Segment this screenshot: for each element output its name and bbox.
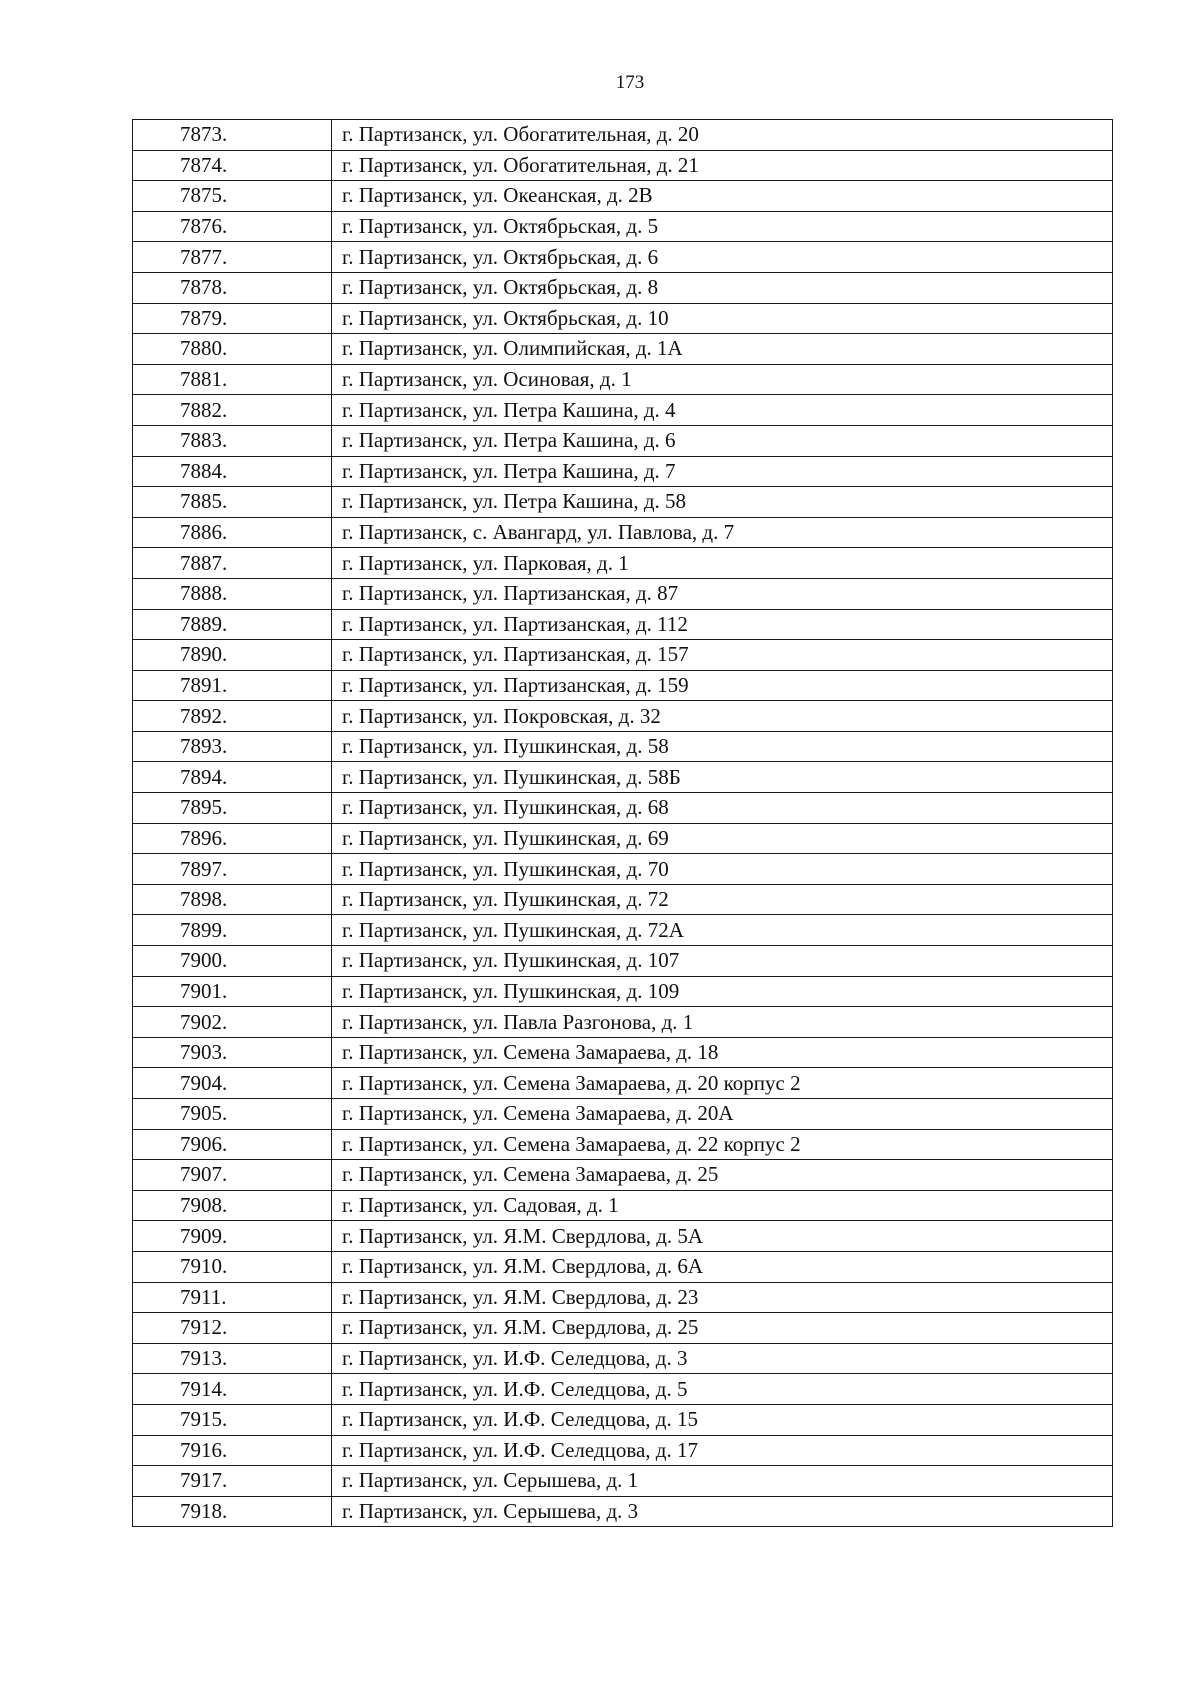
table-row [133,150,1113,181]
table-row [133,823,1113,854]
row-address: г. Партизанск, ул. Пушкинская, д. 72 [332,884,1113,915]
row-number: 7874. [133,150,332,181]
row-address: г. Партизанск, ул. Семена Замараева, д. 20А [332,1099,1113,1130]
address-table-body [133,120,1113,1527]
row-address: г. Партизанск, ул. Партизанская, д. 87 [332,578,1113,609]
row-number: 7875. [133,181,332,212]
row-address: г. Партизанск, ул. Пушкинская, д. 107 [332,946,1113,977]
table-row [133,1251,1113,1282]
table-row [133,1496,1113,1527]
row-address: г. Партизанск, ул. Я.М. Свердлова, д. 23 [332,1282,1113,1313]
row-address: г. Партизанск, ул. Пушкинская, д. 58Б [332,762,1113,793]
table-row [133,1404,1113,1435]
row-address: г. Партизанск, ул. Семена Замараева, д. 20 корпус 2 [332,1068,1113,1099]
row-number: 7876. [133,211,332,242]
table-row [133,1466,1113,1497]
row-number: 7894. [133,762,332,793]
row-number: 7903. [133,1037,332,1068]
table-row [133,1221,1113,1252]
row-address: г. Партизанск, с. Авангард, ул. Павлова, д. 7 [332,517,1113,548]
table-row [133,487,1113,518]
table-row [133,395,1113,426]
row-number: 7904. [133,1068,332,1099]
table-row [133,854,1113,885]
row-number: 7883. [133,425,332,456]
table-row [133,578,1113,609]
row-address: г. Партизанск, ул. Октябрьская, д. 10 [332,303,1113,334]
row-number: 7884. [133,456,332,487]
row-address: г. Партизанск, ул. И.Ф. Селедцова, д. 17 [332,1435,1113,1466]
row-number: 7898. [133,884,332,915]
row-number: 7916. [133,1435,332,1466]
row-number: 7908. [133,1190,332,1221]
table-row [133,701,1113,732]
row-number: 7915. [133,1404,332,1435]
row-address: г. Партизанск, ул. Я.М. Свердлова, д. 25 [332,1313,1113,1344]
row-address: г. Партизанск, ул. Петра Кашина, д. 7 [332,456,1113,487]
row-number: 7909. [133,1221,332,1252]
row-number: 7900. [133,946,332,977]
table-row [133,976,1113,1007]
row-number: 7892. [133,701,332,732]
row-number: 7910. [133,1251,332,1282]
row-number: 7901. [133,976,332,1007]
row-number: 7886. [133,517,332,548]
row-address: г. Партизанск, ул. Октябрьская, д. 6 [332,242,1113,273]
table-row [133,364,1113,395]
row-number: 7888. [133,578,332,609]
row-number: 7890. [133,640,332,671]
table-row [133,1435,1113,1466]
row-address: г. Партизанск, ул. Павла Разгонова, д. 1 [332,1007,1113,1038]
row-number: 7907. [133,1160,332,1191]
row-number: 7881. [133,364,332,395]
row-address: г. Партизанск, ул. И.Ф. Селедцова, д. 15 [332,1404,1113,1435]
row-address: г. Партизанск, ул. Покровская, д. 32 [332,701,1113,732]
row-number: 7906. [133,1129,332,1160]
table-row [133,211,1113,242]
address-table [132,119,1113,1527]
row-address: г. Партизанск, ул. Я.М. Свердлова, д. 6А [332,1251,1113,1282]
table-row [133,640,1113,671]
row-address: г. Партизанск, ул. Пушкинская, д. 58 [332,731,1113,762]
row-number: 7885. [133,487,332,518]
row-number: 7893. [133,731,332,762]
row-number: 7897. [133,854,332,885]
row-address: г. Партизанск, ул. Петра Кашина, д. 58 [332,487,1113,518]
row-number: 7889. [133,609,332,640]
table-row [133,1313,1113,1344]
row-address: г. Партизанск, ул. Олимпийская, д. 1А [332,334,1113,365]
row-number: 7895. [133,793,332,824]
page-number: 173 [615,72,645,93]
row-address: г. Партизанск, ул. Парковая, д. 1 [332,548,1113,579]
table-row [133,425,1113,456]
row-number: 7913. [133,1343,332,1374]
row-number: 7899. [133,915,332,946]
table-row [133,946,1113,977]
table-row [133,915,1113,946]
row-number: 7882. [133,395,332,426]
row-address: г. Партизанск, ул. Партизанская, д. 157 [332,640,1113,671]
row-number: 7891. [133,670,332,701]
table-row [133,762,1113,793]
row-number: 7878. [133,272,332,303]
row-address: г. Партизанск, ул. Обогатительная, д. 21 [332,150,1113,181]
row-address: г. Партизанск, ул. Пушкинская, д. 70 [332,854,1113,885]
row-number: 7911. [133,1282,332,1313]
row-address: г. Партизанск, ул. Семена Замараева, д. 22 корпус 2 [332,1129,1113,1160]
row-address: г. Партизанск, ул. Петра Кашина, д. 4 [332,395,1113,426]
row-number: 7887. [133,548,332,579]
row-address: г. Партизанск, ул. Партизанская, д. 159 [332,670,1113,701]
row-number: 7873. [133,120,332,151]
table-row [133,1282,1113,1313]
table-row [133,609,1113,640]
row-address: г. Партизанск, ул. Пушкинская, д. 109 [332,976,1113,1007]
table-row [133,120,1113,151]
table-row [133,1343,1113,1374]
table-row [133,1068,1113,1099]
row-address: г. Партизанск, ул. И.Ф. Селедцова, д. 3 [332,1343,1113,1374]
row-number: 7902. [133,1007,332,1038]
table-row [133,1160,1113,1191]
row-address: г. Партизанск, ул. Октябрьская, д. 8 [332,272,1113,303]
row-address: г. Партизанск, ул. Партизанская, д. 112 [332,609,1113,640]
table-row [133,793,1113,824]
row-number: 7880. [133,334,332,365]
row-address: г. Партизанск, ул. Пушкинская, д. 68 [332,793,1113,824]
row-number: 7877. [133,242,332,273]
row-address: г. Партизанск, ул. Океанская, д. 2В [332,181,1113,212]
row-address: г. Партизанск, ул. И.Ф. Селедцова, д. 5 [332,1374,1113,1405]
row-address: г. Партизанск, ул. Осиновая, д. 1 [332,364,1113,395]
row-address: г. Партизанск, ул. Семена Замараева, д. 18 [332,1037,1113,1068]
table-row [133,884,1113,915]
row-address: г. Партизанск, ул. Семена Замараева, д. 25 [332,1160,1113,1191]
row-number: 7917. [133,1466,332,1497]
row-number: 7912. [133,1313,332,1344]
table-row [133,456,1113,487]
row-number: 7879. [133,303,332,334]
table-row [133,1190,1113,1221]
table-row [133,670,1113,701]
row-address: г. Партизанск, ул. Обогатительная, д. 20 [332,120,1113,151]
table-row [133,1129,1113,1160]
row-address: г. Партизанск, ул. Пушкинская, д. 69 [332,823,1113,854]
table-row [133,517,1113,548]
table-row [133,272,1113,303]
table-row [133,1037,1113,1068]
table-row [133,242,1113,273]
row-address: г. Партизанск, ул. Петра Кашина, д. 6 [332,425,1113,456]
table-row [133,1007,1113,1038]
row-number: 7914. [133,1374,332,1405]
row-number: 7918. [133,1496,332,1527]
row-number: 7905. [133,1099,332,1130]
row-address: г. Партизанск, ул. Я.М. Свердлова, д. 5А [332,1221,1113,1252]
table-row [133,1374,1113,1405]
table-row [133,1099,1113,1130]
row-address: г. Партизанск, ул. Серышева, д. 3 [332,1496,1113,1527]
row-number: 7896. [133,823,332,854]
table-row [133,303,1113,334]
table-row [133,548,1113,579]
row-address: г. Партизанск, ул. Садовая, д. 1 [332,1190,1113,1221]
row-address: г. Партизанск, ул. Октябрьская, д. 5 [332,211,1113,242]
row-address: г. Партизанск, ул. Серышева, д. 1 [332,1466,1113,1497]
row-address: г. Партизанск, ул. Пушкинская, д. 72А [332,915,1113,946]
table-row [133,731,1113,762]
table-row [133,181,1113,212]
table-row [133,334,1113,365]
